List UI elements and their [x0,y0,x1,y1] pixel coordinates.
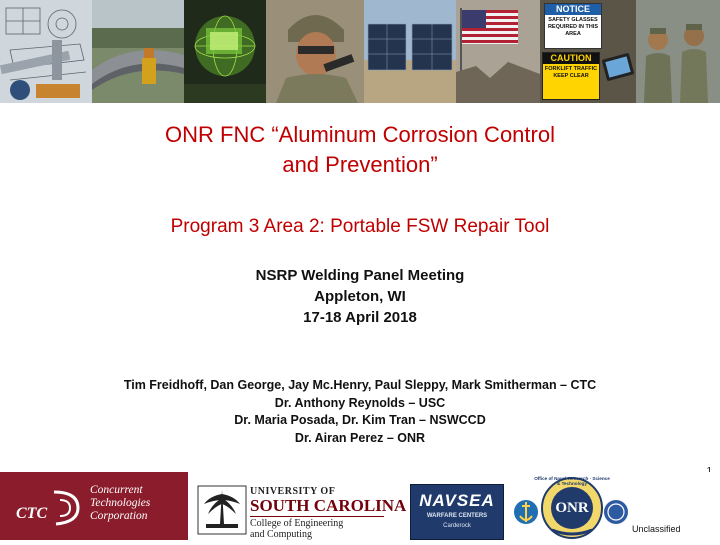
ctc-logo-line-1: Concurrent [90,484,143,496]
banner-photo-solar [364,0,456,103]
ctc-swoosh-icon [50,488,84,528]
photo-banner [0,0,720,103]
onr-logo-ring: Office of Naval Research · Science & Technology [534,476,610,486]
meeting-date: 17-18 April 2018 [303,309,417,326]
caution-sign-text: FORKLIFT TRAFFIC KEEP CLEAR [544,66,598,79]
caution-sign [542,52,600,100]
onr-logo [512,472,630,540]
banner-photo-soldiers [636,0,720,103]
banner-photo-flag [456,0,540,103]
authors-line-nswccd: Dr. Maria Posada, Dr. Kim Tran – NSWCCD [234,413,486,427]
slide-subtitle: Program 3 Area 2: Portable FSW Repair Tool [170,216,550,237]
usc-divider [250,516,384,517]
usc-logo-line-1: UNIVERSITY OF [250,486,336,497]
tablet-icon [600,50,636,90]
caution-sign-header: CAUTION [543,53,599,64]
banner-photo-signs [540,0,636,103]
ctc-logo-text [90,484,150,523]
meeting-location: Appleton, WI [314,288,406,305]
authors [0,377,720,447]
navsea-logo-sub: WARFARE CENTERS [426,513,488,519]
slide-title-line-1: ONR FNC “Aluminum Corrosion Control [165,122,555,147]
authors-line-usc: Dr. Anthony Reynolds – USC [274,395,446,410]
ctc-logo-line-2: Technologies [90,497,151,509]
footer-logo-bar [0,472,720,540]
meeting-name: NSRP Welding Panel Meeting [255,267,465,284]
ctc-logo-mark: CTC [16,505,48,522]
banner-photo-network [184,0,266,103]
usc-seal-logo [196,484,248,536]
onr-logo-name: ONR [555,500,589,516]
notice-sign-text: SAFETY GLASSES REQUIRED IN THIS AREA [547,17,599,37]
usc-logo-line-4: and Computing [250,529,312,540]
banner-photo-soldier [266,0,364,103]
usc-logo-line-2: SOUTH CAROLINA [250,496,407,515]
meeting-info [0,265,720,328]
banner-photo-blueprint [0,0,92,103]
authors-line-ctc: Tim Freidhoff, Dan George, Jay Mc.Henry, Paul Sleppy, Mark Smitherman – CTC [123,378,597,392]
notice-sign-header: NOTICE [545,4,601,15]
navsea-logo-name: NAVSEA [419,491,495,510]
notice-sign [544,3,602,49]
ctc-logo-line-3: Corporation [90,510,148,522]
navsea-logo-sub2: Carderock [443,523,471,529]
classification-label: Unclassified [632,524,681,534]
slide-title [0,120,720,180]
authors-line-onr: Dr. Airan Perez – ONR [294,430,426,445]
banner-photo-pipeline [92,0,184,103]
usc-logo-line-3: College of Engineering [250,518,344,529]
ctc-logo [0,472,188,540]
slide-title-line-2: and Prevention” [282,152,438,177]
navsea-logo [410,484,504,540]
usc-logo [250,486,406,540]
